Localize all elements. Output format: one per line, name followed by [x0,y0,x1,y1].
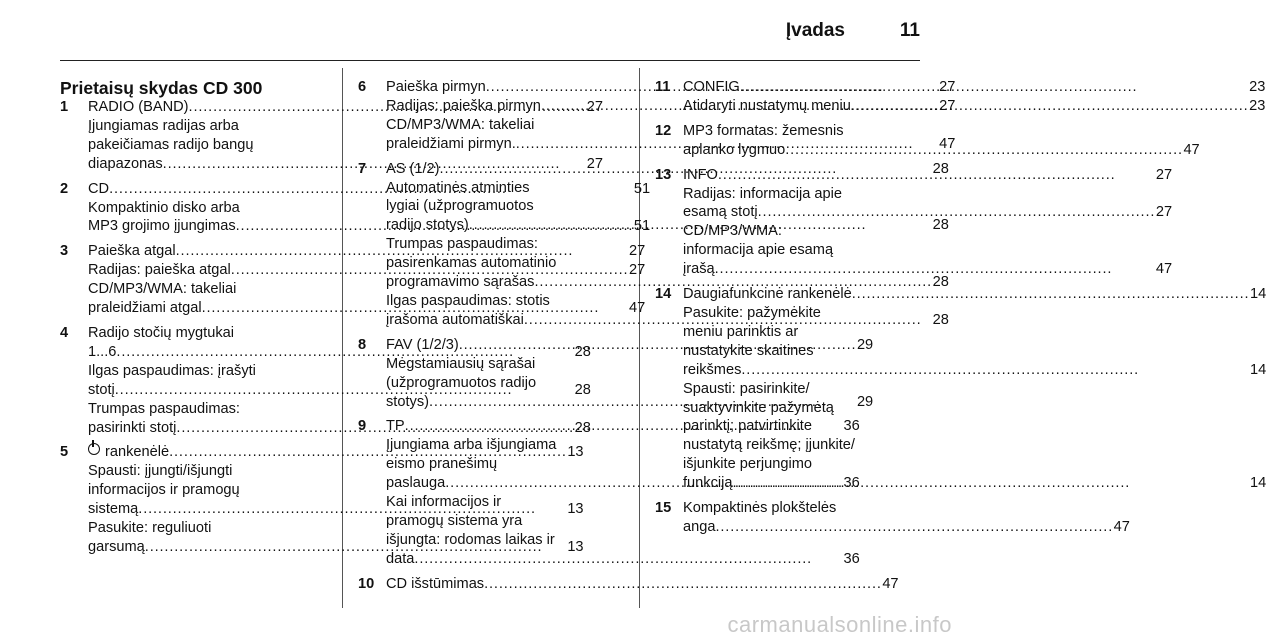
page-ref: 28 [574,419,591,436]
entry-line [683,361,1266,380]
entry-text: pramogų sistema yra [386,512,523,529]
entry-text [683,399,834,418]
entry-text: Radijas: paieška pirmyn [386,97,541,114]
entry-text [683,97,851,116]
entry-text [386,292,550,311]
page-ref: 14 [1249,475,1266,492]
entry-line [683,260,1172,279]
dot-leader [718,166,1153,185]
entry-text: MP3 formatas: žemesnis [683,122,844,139]
entry-text: garsumą [88,538,145,555]
page-ref: 23 [1249,79,1266,95]
entry-text [88,155,163,174]
entry-text: paslauga [386,475,446,492]
entry-body [683,122,1200,160]
entry-text: 1...6 [88,343,117,360]
entry-text: Pasukite: reguliuoti [88,520,212,537]
entry-text [683,78,740,97]
entry-text [386,179,530,198]
entry-text [386,531,555,550]
section-title: Prietaisų skydas CD 300 [60,78,263,98]
entry-number: 15 [655,500,672,517]
entry-text [88,136,254,155]
entry-text: CD [88,180,110,197]
entry-text [683,222,782,241]
entry-text [386,417,405,436]
entry-text [88,500,138,519]
entry-text [683,141,785,160]
page-ref: 51 [633,180,651,197]
entry-text: CD/MP3/WMA: [683,223,782,240]
dot-leader [484,575,879,594]
entry-text: sistemą [88,501,139,518]
page-ref: 14 [1249,361,1266,378]
entry-text: praleidžiami atgal [88,300,202,317]
entry-text: data [386,550,415,567]
entry-line [683,97,1265,116]
entry-text [386,512,522,531]
entry-text: Paieška atgal [88,243,176,260]
entry-text [88,381,115,400]
page-ref: 14 [1249,286,1266,303]
entry-body [386,575,899,594]
entry-text: Trumpas paspaudimas: [88,400,240,417]
entry-text: išjungta: rodomas laikas ir [386,531,555,548]
page-ref: 47 [628,300,646,317]
header-title: Įvadas [785,20,845,41]
entry-line [683,304,1266,323]
entry-line [683,399,1266,418]
entry-text: Kai informacijos ir [386,494,502,511]
entry-text [683,241,833,260]
entry-text [88,324,234,343]
entry-text: parinktį; patvirtinkite [683,418,812,435]
entry-line [683,417,1266,436]
entry-text: Ilgas paspaudimas: įrašyti [88,362,256,379]
entry-text: suaktyvinkite pažymėtą [683,399,834,416]
entry-text [683,499,836,518]
entry-line [683,323,1266,342]
page-ref: 47 [939,135,956,152]
page-ref: 27 [1155,166,1173,183]
entry-line [683,185,1172,204]
entry-text [88,242,176,261]
entry-text: TP [386,418,405,435]
entry-text: rankenėlė [105,444,170,461]
entry-text: Daugiafunkcinė rankenėlė [683,286,852,303]
page-ref: 28 [574,343,591,360]
entry-text: Paieška pirmyn [386,79,486,95]
entry-text: Įjungiamas radijas arba [88,117,239,134]
entry-line [683,78,1265,97]
page-ref: 36 [843,475,860,492]
watermark: carmanualsonline.info [727,612,952,637]
entry-number: 5 [60,444,69,461]
page-ref: 51 [633,218,651,235]
entry-body [683,78,1265,116]
entry-text: CD/MP3/WMA: takeliai [88,281,237,298]
entry-number: 12 [655,122,672,139]
entry-text: Trumpas paspaudimas: [386,236,538,253]
entry-text: nustatytą reikšmę; įjunkite/ [683,437,855,454]
page-ref: 27 [939,97,956,114]
power-icon [88,443,100,455]
entry-text: pasirinkti stotį [88,419,177,436]
entry-text [88,117,239,136]
entry-number: 8 [358,336,367,353]
entry-text: informacijos ir pramogų [88,482,240,499]
entry-text: Kompaktinio disko arba [88,199,240,216]
page-ref: 47 [1183,141,1200,158]
entry-text [88,419,176,438]
entry-number: 1 [60,99,69,115]
entry-text [386,254,556,273]
page-ref: 29 [856,336,874,353]
entry-text [386,493,501,512]
page-ref: 27 [628,243,646,260]
entry-text [88,481,240,500]
entry-text [386,235,538,254]
entry-text: Įjungiama arba išjungiama [386,437,557,454]
entry-text [386,135,516,154]
entry-line [683,141,1200,160]
entry-text: radijo stotys) [386,217,469,234]
index-entry [655,122,1200,160]
entry-text [683,122,844,141]
entry-line [683,380,1266,399]
entry-text: Radijo stočių mygtukai [88,324,235,341]
entry-text [386,78,486,97]
entry-text [386,197,534,216]
entry-text: Radijas: informacija apie [683,185,842,202]
entry-line [683,203,1172,222]
entry-text: Spausti: įjungti/išjungti [88,463,233,480]
entry-text: Automatinės atminties [386,179,530,196]
dot-leader [732,474,1246,493]
entry-text [386,116,534,135]
entry-text [88,343,116,362]
entry-line [683,474,1266,493]
entry-text: RADIO (BAND) [88,99,189,115]
entry-text [386,355,535,374]
entry-number: 14 [655,286,672,303]
entry-text: eismo pranešimų [386,456,498,473]
entry-text [386,311,524,330]
entry-text: Spausti: pasirinkite/ [683,380,810,397]
entry-line [386,575,899,594]
entry-text: MP3 grojimo įjungimas [88,218,236,235]
dot-leader [741,361,1247,380]
entry-number: 2 [60,180,69,197]
entry-text [386,474,445,493]
entry-text [683,436,855,455]
entry-text: AS (1/2) [386,160,440,177]
entry-number: 13 [655,166,672,183]
entry-body [683,166,1172,279]
entry-text [88,217,236,236]
dot-leader [740,78,1246,97]
entry-text [88,462,232,481]
page-ref: 28 [574,381,591,398]
entry-text: CONFIG [683,79,740,95]
page-ref: 47 [882,575,899,592]
entry-text: pasirenkamas automatinio [386,255,557,272]
index-entry [358,575,899,594]
entry-text: pakeičiamas radijo bangų [88,136,254,153]
entry-text [386,273,534,292]
entry-text [386,160,440,179]
entry-line [683,455,1266,474]
entry-line [683,342,1266,361]
page-ref: 47 [1113,518,1130,535]
entry-text: Mėgstamiausių sąrašai [386,355,536,372]
page-ref: 36 [843,418,860,435]
entry-number: 7 [358,160,367,177]
page-ref: 28 [932,217,949,234]
dot-leader [851,97,1246,116]
entry-text [386,374,536,393]
entry-line [683,222,1172,241]
entry-text: stotį [88,381,115,398]
entry-text [683,285,852,304]
entry-text [683,185,842,204]
entry-body [683,499,1130,537]
entry-text: funkciją [683,475,733,492]
entry-text: informacija apie esamą [683,242,834,259]
entry-text: Ilgas paspaudimas: stotis [386,292,550,309]
entry-text [683,361,741,380]
entry-text [683,323,798,342]
page-ref: 13 [567,501,584,518]
entry-text [88,299,202,318]
page-ref: 27 [628,262,646,279]
entry-text [386,336,459,355]
entry-text: anga [683,518,716,535]
entry-line [683,166,1172,185]
entry-text: praleidžiami pirmyn. [386,135,516,152]
dot-leader [414,550,840,569]
entry-text: stotys) [386,393,429,410]
entry-text [88,400,240,419]
entry-text: meniu parinktis ar [683,323,799,340]
entry-text [88,538,145,557]
entry-text [88,98,189,117]
dot-leader [852,285,1247,304]
entry-text [386,97,541,116]
header-rule [60,60,920,61]
entry-line [683,122,1200,141]
entry-text [683,166,718,185]
entry-text [386,575,484,594]
page-ref: 28 [932,311,949,328]
page-ref: 47 [1155,261,1173,278]
entry-text: (užprogramuotos radijo [386,374,537,391]
entry-line [683,518,1130,537]
entry-text: nustatykite skaitines [683,342,814,359]
entry-line [683,285,1266,304]
entry-text [386,393,429,412]
entry-text: įrašoma automatiškai [386,311,524,328]
entry-text [683,455,812,474]
entry-text: esamą stotį [683,204,758,221]
entry-line [386,550,860,569]
entry-text: FAV (1/2/3) [386,336,459,353]
page-ref: 36 [843,550,860,567]
entry-text: Kompaktinės plokštelės [683,500,837,517]
entry-text [683,417,812,436]
dot-leader [715,518,1110,537]
entry-text: INFO [683,166,718,183]
entry-text [88,519,211,538]
page-ref: 27 [586,99,603,115]
page-ref: 13 [567,538,584,555]
entry-text [386,550,414,569]
entry-text: aplanko lygmuo [683,141,786,158]
entry-number: 4 [60,324,69,341]
index-entry [655,499,1130,537]
entry-text [683,203,758,222]
entry-text: įrašą [683,261,715,278]
entry-number: 9 [358,418,367,435]
entry-text [683,342,814,361]
entry-line [683,499,1130,518]
entry-text: CD išstūmimas [386,575,485,592]
page-ref: 27 [586,155,603,172]
dot-leader [758,203,1153,222]
entry-text: išjunkite perjungimo [683,456,812,473]
page-ref: 27 [939,79,956,95]
entry-text: Atidaryti nustatymų meniu [683,97,851,114]
dot-leader [785,141,1180,160]
entry-text [386,216,469,235]
entry-text [386,455,497,474]
entry-text [386,436,556,455]
entry-text: lygiai (užprogramuotos [386,198,534,215]
entry-text: CD/MP3/WMA: takeliai [386,116,535,133]
page-ref: 13 [567,444,584,461]
page-ref: 28 [932,274,949,291]
entry-number: 11 [655,79,671,95]
entry-text [88,280,236,299]
entry-number: 10 [358,575,375,592]
entry-text [88,261,231,280]
entry-number: 6 [358,79,367,95]
entry-text [105,443,169,462]
entry-text [683,260,715,279]
entry-text [683,304,821,323]
entry-text [88,199,240,218]
entry-text [683,380,810,399]
entry-line [683,241,1172,260]
entry-text: programavimo sąrašas [386,274,535,291]
entry-text [683,474,732,493]
page-ref: 28 [932,160,949,177]
entry-text [88,180,109,199]
page-header [60,18,920,60]
entry-line [683,436,1266,455]
entry-text: Pasukite: pažymėkite [683,304,821,321]
entry-text: diapazonas [88,155,163,172]
entry-text: Radijas: paieška atgal [88,262,231,279]
page-ref: 27 [1155,204,1173,221]
entry-text [88,362,256,381]
entry-text: reikšmes [683,361,742,378]
entry-text [683,518,715,537]
entry-number: 3 [60,243,69,260]
page-ref: 29 [856,393,874,410]
entry-body [683,285,1266,493]
page-number: 11 [899,20,920,41]
dot-leader [715,260,1153,279]
page-ref: 23 [1249,97,1266,114]
